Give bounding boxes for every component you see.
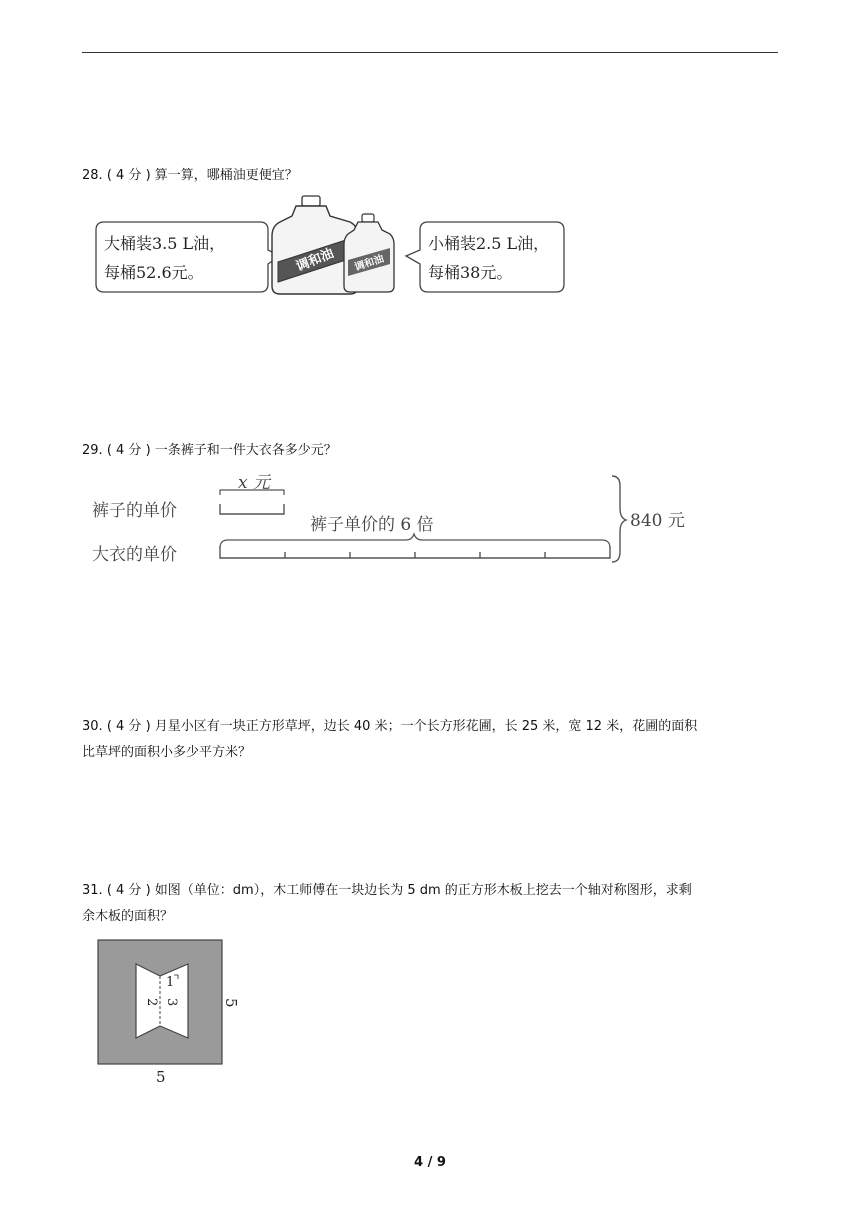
right-bubble-line1: 小桶装2.5 L油， (428, 234, 550, 253)
x-yuan-label: x 元 (238, 473, 270, 493)
big-bottle-label: 调和油 (294, 246, 337, 275)
question-31 (82, 878, 782, 930)
total-label: 840 元 (630, 511, 685, 531)
middle-brace (220, 534, 610, 548)
price-line-diagram (88, 468, 708, 568)
question-29 (82, 438, 782, 464)
question-score: ( 4 分 ) (106, 883, 151, 898)
question-text: 一条裤子和一件大衣各多少元？ (154, 443, 337, 458)
row2-label: 大衣的单价 (92, 545, 177, 565)
inner-dim-top: 1 (166, 975, 175, 990)
inner-dim-left: 2 (144, 998, 159, 1007)
cut-out-shape (136, 964, 188, 1038)
question-28 (82, 163, 782, 189)
inner-dim-right: 3 (164, 998, 179, 1007)
question-text-line1: 月星小区有一块正方形草坪，边长 40 米；一个长方形花圃，长 25 米，宽 12 米，花圃的面积 (154, 719, 698, 734)
question-score: ( 4 分 ) (106, 443, 151, 458)
six-times-label: 裤子单价的 6 倍 (310, 515, 434, 535)
row1-label: 裤子的单价 (92, 501, 177, 521)
question-number: 29. (82, 443, 103, 458)
question-number: 31. (82, 883, 103, 898)
left-bubble-line2: 每桶52.6元。 (104, 263, 204, 282)
question-number: 30. (82, 719, 103, 734)
right-dimension: 5 (222, 998, 240, 1008)
coat-bar (220, 546, 610, 558)
question-30 (82, 714, 782, 766)
question-text-line2: 比草坪的面积小多少平方米？ (82, 745, 252, 760)
left-bubble-line1: 大桶装3.5 L油， (104, 234, 226, 253)
bottom-dimension: 5 (156, 1068, 166, 1086)
trousers-bar (220, 504, 284, 514)
question-text-line1: 如图（单位：dm），木工师傅在一块边长为 5 dm 的正方形木板上挖去一个轴对称图形，求剩 (154, 883, 692, 898)
left-speech-bubble (96, 222, 280, 292)
question-score: ( 4 分 ) (106, 168, 151, 183)
question-number: 28. (82, 168, 103, 183)
question-text-line2: 余木板的面积？ (82, 909, 174, 924)
question-score: ( 4 分 ) (106, 719, 151, 734)
oil-price-figure (90, 192, 570, 300)
question-text: 算一算，哪桶油更便宜？ (154, 168, 298, 183)
small-bottle-label: 调和油 (353, 253, 386, 274)
page-number: 4 / 9 (414, 1155, 446, 1170)
right-speech-bubble (406, 222, 564, 292)
total-brace (612, 476, 626, 562)
header-rule (82, 52, 778, 53)
right-bubble-line2: 每桶38元。 (428, 263, 513, 282)
wood-board-figure (90, 936, 250, 1086)
